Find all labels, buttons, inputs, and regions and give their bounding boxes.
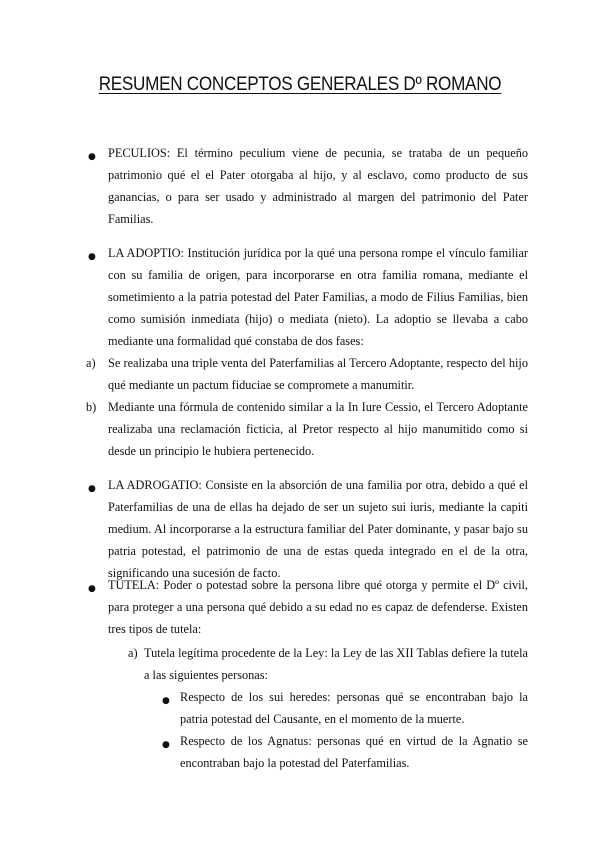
- tutela-type-a: Tutela legítima procedente de la Ley: la Ley de las XII Tablas defiere la tutela a las siguientes personas:: [144, 646, 528, 682]
- paragraph-tutela: TUTELA: Poder o potestad sobre la persona libre qué otorga y permite el Dº civil, para proteger a una persona qué debido a su edad no es capaz de defenderse. Existen tres tipos de tutela:: [108, 578, 528, 636]
- paragraph-peculios: PECULIOS: El término peculium viene de pecunia, se trataba de un pequeño patrimonio qué el el Pater otorgaba al hijo, y al esclavo, como producto de sus ganancias, o para ser usado y administrado al margen del patrimonio del Pater Familias.: [108, 146, 528, 226]
- adoptio-phase-b: Mediante una fórmula de contenido similar a la In Iure Cessio, el Tercero Adoptante realizaba una reclamación ficticia, al Pretor respecto al hijo manumitido como si desde un principio le hubiera pertenecido.: [108, 400, 528, 458]
- paragraph-adoptio: LA ADOPTIO: Institución jurídica por la qué una persona rompe el vínculo familiar con su familia de origen, para incorporarse en otra familia romana, mediante el sometimiento a la patria potestad del Pater Familias, a modo de Filius Familias, bien como sumisión inmediata (hijo) o mediata (nieto). La adoptio se llevaba a cabo mediante una formalidad qué constaba de dos fases:: [108, 246, 528, 348]
- marker-adoptio-phase-a: a): [86, 356, 96, 370]
- bullet-tutela: ●: [88, 584, 96, 594]
- marker-adoptio-phase-b: b): [86, 400, 97, 414]
- bullet-peculios: ●: [88, 152, 96, 162]
- paragraph-adrogatio: LA ADROGATIO: Consiste en la absorción de una familia por otra, debido a qué el Paterfamilias de una de ellas ha dejado de ser un sujeto sui iuris, mediante la capiti medium. Al incorporarse a la estructura familiar del Pater dominante, y pasar bajo su patria potestad, el patrimonio de una de estas queda integrado en el de la otra, significando una sucesión de facto.: [108, 478, 528, 580]
- tutela-item-agnatus: Respecto de los Agnatus: personas qué en virtud de la Agnatio se encontraban bajo la potestad del Paterfamilias.: [180, 734, 528, 770]
- bullet-tutela-item-1: ●: [162, 696, 170, 706]
- page-title: RESUMEN CONCEPTOS GENERALES Dº ROMANO: [98, 74, 502, 95]
- marker-tutela-type-a: a): [128, 646, 138, 660]
- bullet-adrogatio: ●: [88, 484, 96, 494]
- bullet-adoptio: ●: [88, 252, 96, 262]
- bullet-tutela-item-2: ●: [162, 740, 170, 750]
- adoptio-phase-a: Se realizaba una triple venta del Paterfamilias al Tercero Adoptante, respecto del hijo qué mediante un pactum fiduciae se compromete a manumitir.: [108, 356, 528, 392]
- tutela-item-sui-heredes: Respecto de los sui heredes: personas qué se encontraban bajo la patria potestad del Causante, en el momento de la muerte.: [180, 690, 528, 726]
